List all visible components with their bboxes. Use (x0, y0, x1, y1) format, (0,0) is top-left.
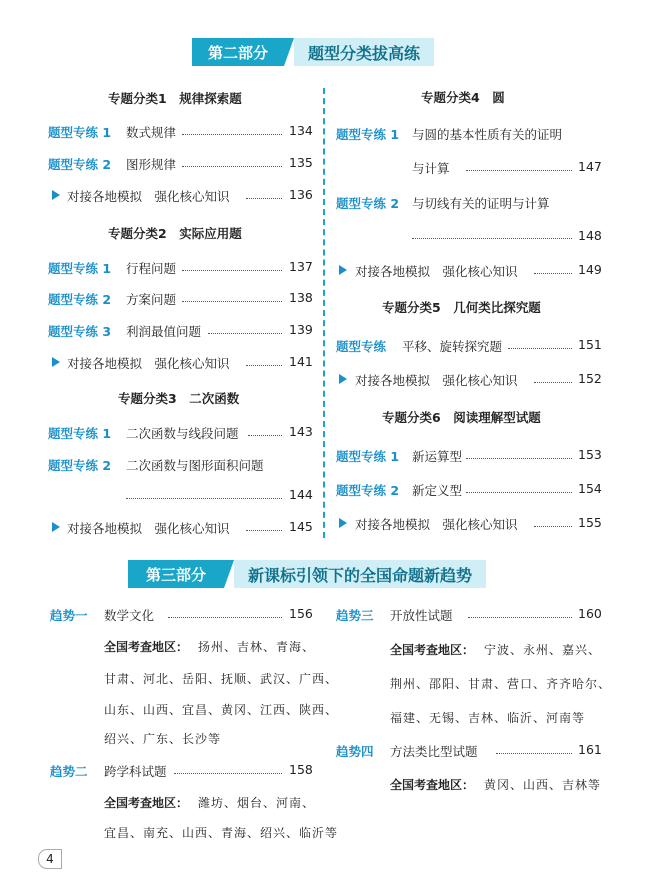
drill-tag: 题型专练 2 (48, 458, 112, 473)
drill-title[interactable]: 行程问题 (126, 261, 177, 276)
leader-dots (168, 617, 282, 618)
leader-dots (182, 270, 282, 271)
part2-banner (192, 38, 434, 66)
region-list: 宁波、永州、嘉兴、 (484, 643, 602, 657)
drill-title[interactable]: 图形规律 (126, 157, 177, 172)
drill-tag: 题型专练 1 (336, 127, 400, 142)
mock-title[interactable]: 对接各地模拟 强化核心知识 (67, 189, 230, 204)
drill-tag: 题型专练 2 (336, 196, 400, 211)
triangle-bullet-icon (339, 374, 347, 384)
leader-dots (466, 170, 572, 171)
page-ref: 156 (289, 606, 313, 621)
region-list: 扬州、吉林、青海、 (198, 640, 316, 654)
leader-dots (534, 526, 572, 527)
leader-dots (182, 301, 282, 302)
page-ref: 137 (289, 259, 313, 274)
page-ref: 153 (578, 447, 602, 462)
trend-tag: 趋势一 (50, 608, 88, 623)
leader-dots (466, 458, 572, 459)
page-ref: 148 (578, 228, 602, 243)
triangle-bullet-icon (52, 522, 60, 532)
page-ref: 139 (289, 322, 313, 337)
region-list: 宜昌、南充、山西、青海、绍兴、临沂等 (104, 826, 339, 840)
drill-tag: 题型专练 2 (48, 157, 112, 172)
region-list: 潍坊、烟台、河南、 (198, 796, 316, 810)
page-ref: 138 (289, 290, 313, 305)
triangle-bullet-icon (52, 190, 60, 200)
triangle-bullet-icon (52, 357, 60, 367)
category-heading: 专题分类4 圆 (421, 90, 505, 105)
region-list: 甘肃、河北、岳阳、抚顺、武汉、广西、 (104, 672, 339, 686)
page-ref: 154 (578, 481, 602, 496)
part3-banner (128, 560, 486, 588)
drill-title[interactable]: 二次函数与线段问题 (126, 426, 239, 441)
leader-dots (468, 617, 572, 618)
region-list: 荆州、邵阳、甘肃、营口、齐齐哈尔、 (390, 677, 612, 691)
drill-title[interactable]: 利润最值问题 (126, 324, 202, 339)
leader-dots (182, 134, 282, 135)
region-label: 全国考查地区： (390, 778, 475, 792)
drill-title[interactable]: 新运算型 (412, 449, 463, 464)
drill-title[interactable]: 方案问题 (126, 292, 177, 307)
region-list: 山东、山西、宜昌、黄冈、江西、陕西、 (104, 703, 339, 717)
page-ref: 158 (289, 762, 313, 777)
region-list: 福建、无锡、吉林、临沂、河南等 (390, 711, 586, 725)
drill-tag: 题型专练 3 (48, 324, 112, 339)
trend-title[interactable]: 跨学科试题 (104, 764, 167, 779)
region-list: 绍兴、广东、长沙等 (104, 732, 222, 746)
drill-title[interactable]: 二次函数与图形面积问题 (126, 458, 264, 473)
leader-dots (412, 238, 572, 239)
triangle-bullet-icon (339, 518, 347, 528)
drill-tag: 题型专练 1 (48, 261, 112, 276)
page-ref: 135 (289, 155, 313, 170)
leader-dots (182, 166, 282, 167)
mock-title[interactable]: 对接各地模拟 强化核心知识 (67, 356, 230, 371)
trend-title[interactable]: 开放性试题 (390, 608, 453, 623)
drill-title[interactable]: 平移、旋转探究题 (402, 339, 503, 354)
drill-tag: 题型专练 (336, 339, 387, 354)
leader-dots (534, 382, 572, 383)
region-label: 全国考查地区： (390, 643, 475, 657)
leader-dots (208, 333, 282, 334)
trend-title[interactable]: 数学文化 (104, 608, 155, 623)
triangle-bullet-icon (339, 265, 347, 275)
category-heading: 专题分类3 二次函数 (118, 391, 240, 406)
mock-title[interactable]: 对接各地模拟 强化核心知识 (355, 264, 518, 279)
mock-title[interactable]: 对接各地模拟 强化核心知识 (355, 373, 518, 388)
mock-title[interactable]: 对接各地模拟 强化核心知识 (67, 521, 230, 536)
part2-title: 题型分类拔高练 (294, 38, 434, 66)
mock-title[interactable]: 对接各地模拟 强化核心知识 (355, 517, 518, 532)
page-ref: 144 (289, 487, 313, 502)
leader-dots (246, 530, 282, 531)
page-ref: 145 (289, 519, 313, 534)
banner-separator (284, 38, 294, 66)
leader-dots (246, 365, 282, 366)
drill-title[interactable]: 与切线有关的证明与计算 (412, 196, 550, 211)
leader-dots (174, 773, 282, 774)
drill-tag: 题型专练 1 (48, 426, 112, 441)
trend-tag: 趋势二 (50, 764, 88, 779)
leader-dots (248, 435, 282, 436)
leader-dots (246, 198, 282, 199)
page-ref: 143 (289, 424, 313, 439)
region-list: 黄冈、山西、吉林等 (484, 778, 602, 792)
trend-title[interactable]: 方法类比型试题 (390, 744, 478, 759)
page-number: 4 (38, 849, 62, 869)
banner-separator (224, 560, 234, 588)
drill-title-continued: 与计算 (412, 161, 450, 176)
leader-dots (466, 492, 572, 493)
column-divider (323, 88, 325, 538)
page-ref: 151 (578, 337, 602, 352)
part3-label: 第三部分 (128, 560, 224, 588)
category-heading: 专题分类1 规律探索题 (108, 91, 242, 106)
drill-tag: 题型专练 1 (336, 449, 400, 464)
trend-tag: 趋势四 (336, 744, 374, 759)
leader-dots (508, 348, 572, 349)
trend-tag: 趋势三 (336, 608, 374, 623)
drill-title[interactable]: 与圆的基本性质有关的证明 (412, 127, 563, 142)
page-ref: 136 (289, 187, 313, 202)
page-ref: 160 (578, 606, 602, 621)
part3-title: 新课标引领下的全国命题新趋势 (234, 560, 486, 588)
leader-dots (534, 273, 572, 274)
drill-title[interactable]: 数式规律 (126, 125, 177, 140)
drill-tag: 题型专练 2 (336, 483, 400, 498)
page-ref: 141 (289, 354, 313, 369)
region-label: 全国考查地区： (104, 640, 189, 654)
drill-tag: 题型专练 1 (48, 125, 112, 140)
page-ref: 161 (578, 742, 602, 757)
page-ref: 155 (578, 515, 602, 530)
leader-dots (126, 498, 282, 499)
drill-tag: 题型专练 2 (48, 292, 112, 307)
drill-title[interactable]: 新定义型 (412, 483, 463, 498)
leader-dots (496, 753, 572, 754)
page-ref: 147 (578, 159, 602, 174)
page-ref: 149 (578, 262, 602, 277)
page-ref: 152 (578, 371, 602, 386)
category-heading: 专题分类6 阅读理解型试题 (382, 410, 541, 425)
category-heading: 专题分类2 实际应用题 (108, 226, 242, 241)
category-heading: 专题分类5 几何类比探究题 (382, 300, 541, 315)
region-label: 全国考查地区： (104, 796, 189, 810)
part2-label: 第二部分 (192, 38, 284, 66)
page-ref: 134 (289, 123, 313, 138)
